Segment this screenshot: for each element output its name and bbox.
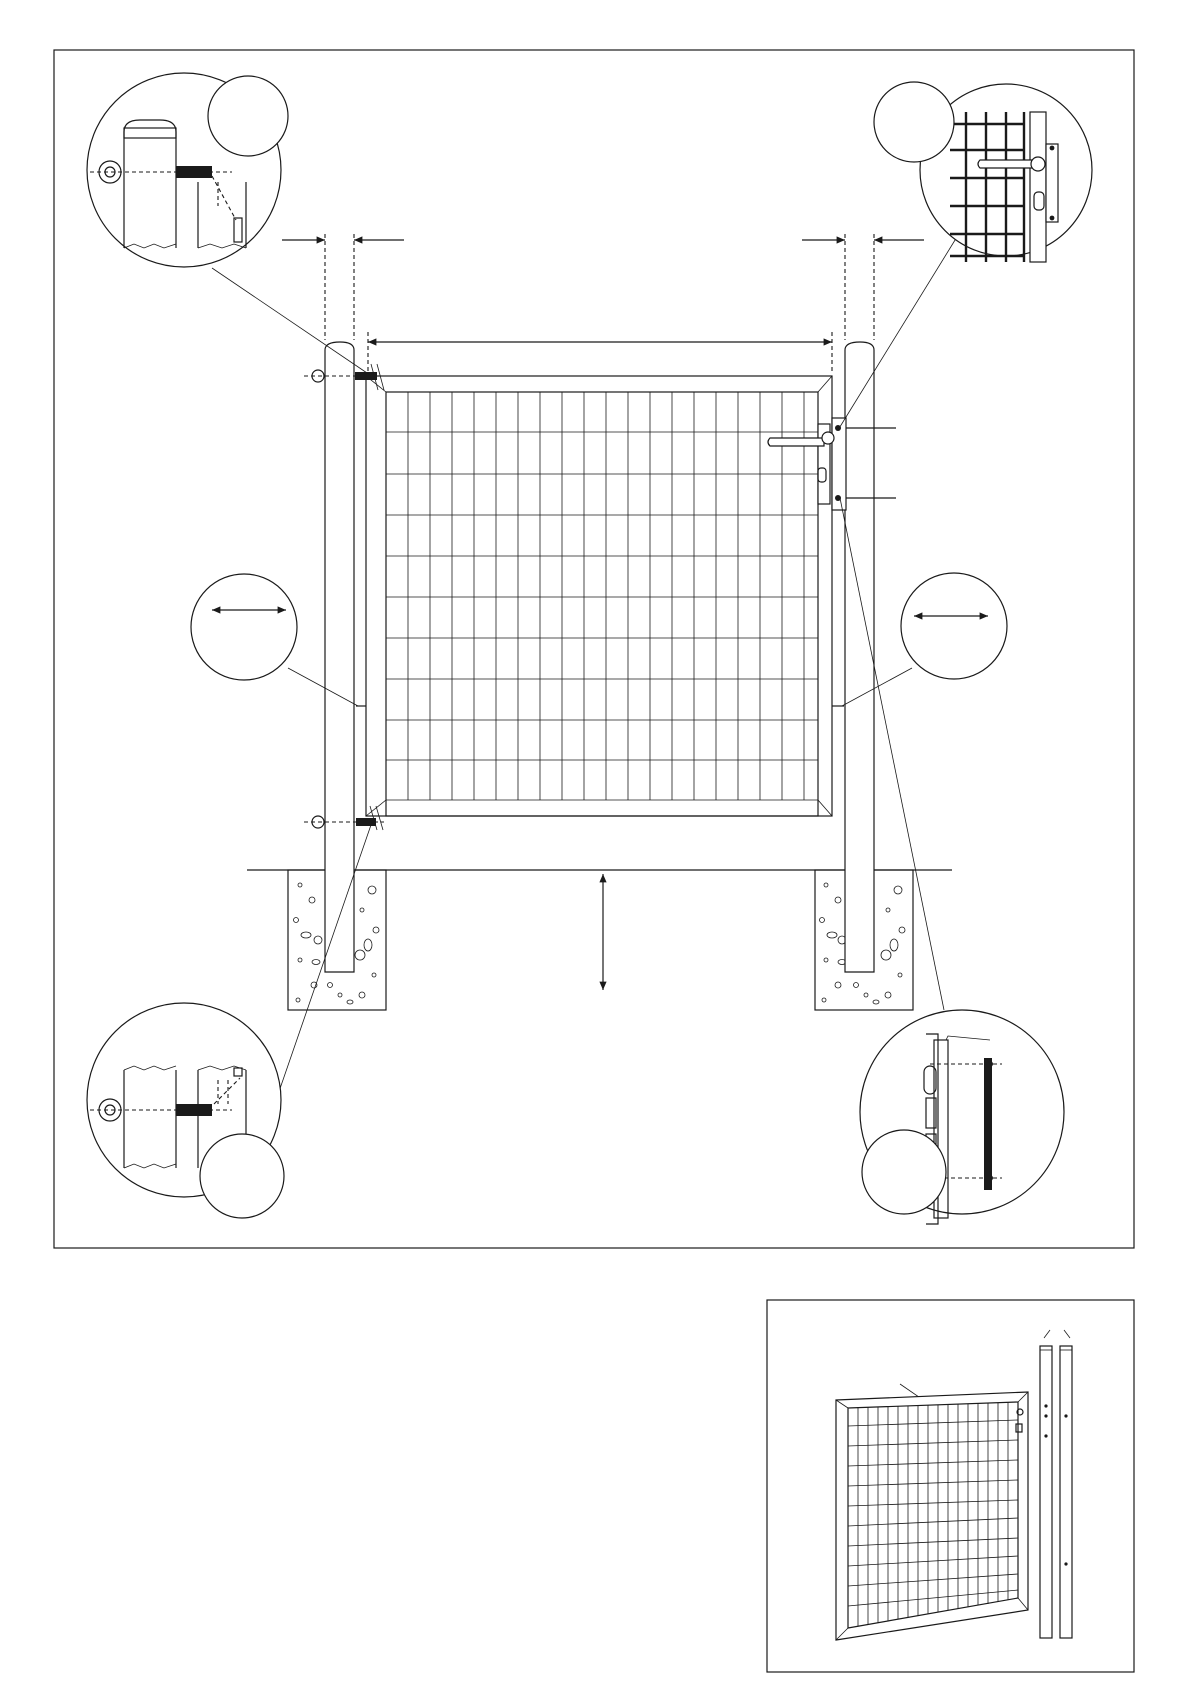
callout-top-right-lock (838, 82, 1092, 430)
right-post (845, 342, 874, 972)
callout-top-left-hinge (87, 73, 370, 375)
left-post (325, 342, 354, 972)
parts-overview-gate-panel (836, 1384, 1028, 1640)
right-post-spacing-dimension (802, 234, 924, 340)
parts-overview-posts (1040, 1330, 1072, 1638)
gate-panel (366, 376, 832, 816)
gate-width-dimension (368, 332, 832, 372)
left-post-spacing-dimension (282, 234, 404, 340)
